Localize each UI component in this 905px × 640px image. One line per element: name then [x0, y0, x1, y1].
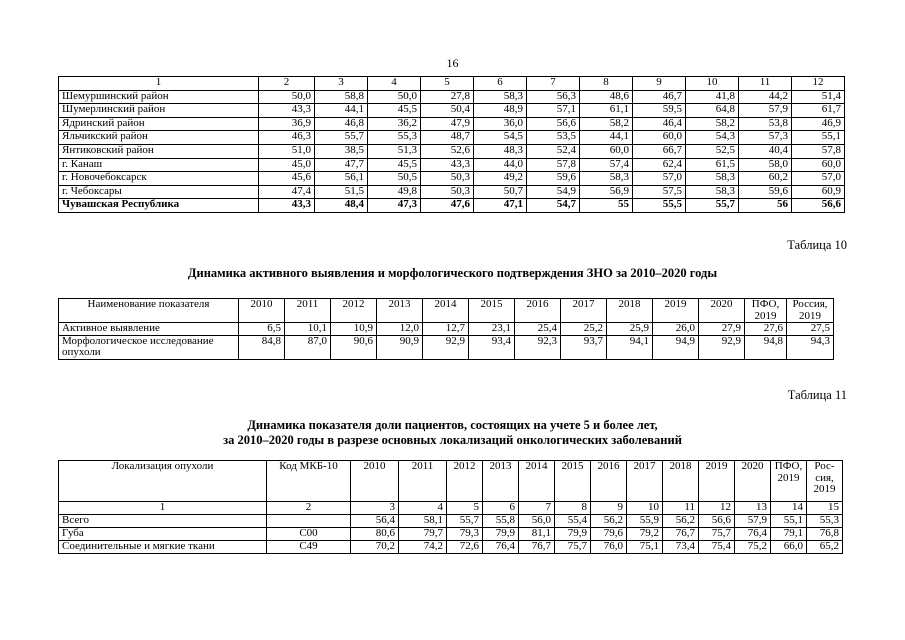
table-cell: 60,9: [792, 185, 845, 199]
column-number: 12: [792, 77, 845, 91]
table-cell: 56,6: [527, 117, 580, 131]
table-cell: 48,7: [421, 131, 474, 145]
column-header: 2017: [627, 461, 663, 502]
table-cell: 94,9: [653, 335, 699, 359]
table-cell: 54,3: [686, 131, 739, 145]
table-cell: 60,2: [739, 172, 792, 186]
table11-title-line2: за 2010–2020 годы в разрезе основных локализаций онкологических заболеваний: [223, 433, 682, 447]
table-cell: 56,3: [527, 90, 580, 104]
column-header: 2017: [561, 299, 607, 323]
table-cell: 58,3: [474, 90, 527, 104]
total-row: [59, 199, 845, 213]
column-number: 7: [519, 502, 555, 515]
column-number: 9: [591, 502, 627, 515]
table-cell: 52,4: [527, 144, 580, 158]
table-cell: 46,8: [315, 117, 368, 131]
table-cell: 40,4: [739, 144, 792, 158]
table-cell: 56,6: [792, 199, 845, 213]
table-cell: 55,3: [807, 515, 843, 528]
table-row: [59, 185, 845, 199]
table-cell: 50,0: [368, 90, 421, 104]
table-cell: 57,5: [633, 185, 686, 199]
table-cell: 46,9: [792, 117, 845, 131]
table-cell: 51,0: [259, 144, 315, 158]
table-cell: 36,9: [259, 117, 315, 131]
column-number: 15: [807, 502, 843, 515]
table-cell: 65,2: [807, 541, 843, 554]
table-cell: 47,9: [421, 117, 474, 131]
table-cell: 47,1: [474, 199, 527, 213]
table-cell: 51,5: [315, 185, 368, 199]
table-cell: 50,4: [421, 104, 474, 118]
table-cell: 55: [580, 199, 633, 213]
column-header: 2019: [699, 461, 735, 502]
table-cell: 55,8: [483, 515, 519, 528]
table-cell: 36,0: [474, 117, 527, 131]
table-cell: 36,2: [368, 117, 421, 131]
table-cell: 25,2: [561, 323, 607, 336]
table-cell: 47,6: [421, 199, 474, 213]
table-cell: 49,8: [368, 185, 421, 199]
table-cell: 94,1: [607, 335, 653, 359]
table-cell: 94,3: [787, 335, 834, 359]
column-header: 2020: [735, 461, 771, 502]
table-cell: 58,2: [686, 117, 739, 131]
table-cell: 47,3: [368, 199, 421, 213]
column-header: 2020: [699, 299, 745, 323]
table-cell: 53,8: [739, 117, 792, 131]
table-cell: 72,6: [447, 541, 483, 554]
table-cell: 56,4: [351, 515, 399, 528]
table-cell: 60,0: [580, 144, 633, 158]
table-cell: 47,7: [315, 158, 368, 172]
five-year-patients-table: [58, 460, 843, 554]
table-cell: С00: [267, 528, 351, 541]
table-cell: 57,9: [735, 515, 771, 528]
column-header: 2013: [377, 299, 423, 323]
table-cell: 60,0: [792, 158, 845, 172]
table-row: [59, 90, 845, 104]
column-number: 3: [315, 77, 368, 91]
column-number: 10: [627, 502, 663, 515]
table-row: [59, 158, 845, 172]
table-cell: 44,1: [315, 104, 368, 118]
table-cell: 26,0: [653, 323, 699, 336]
table-cell: 56,1: [315, 172, 368, 186]
table-cell: 27,8: [421, 90, 474, 104]
column-number: 11: [663, 502, 699, 515]
table-cell: 58,1: [399, 515, 447, 528]
table-cell: 87,0: [285, 335, 331, 359]
table-cell: 56,2: [591, 515, 627, 528]
table-cell: 50,3: [421, 172, 474, 186]
table-cell: 44,1: [580, 131, 633, 145]
table-cell: 55,7: [686, 199, 739, 213]
row-label: Соединительные и мягкие ткани: [59, 541, 267, 554]
column-header: 2016: [515, 299, 561, 323]
table-cell: 52,6: [421, 144, 474, 158]
row-label: Шемуршинский район: [59, 90, 259, 104]
table-row: [59, 515, 843, 528]
table-cell: 56,2: [663, 515, 699, 528]
row-label: Ядринский район: [59, 117, 259, 131]
table-cell: 57,0: [792, 172, 845, 186]
row-label: Активное выявление: [59, 323, 239, 336]
table-cell: 48,6: [580, 90, 633, 104]
column-header: Россия, 2019: [787, 299, 834, 323]
column-number: 5: [447, 502, 483, 515]
page-number: 16: [446, 56, 459, 70]
table-cell: 57,8: [527, 158, 580, 172]
table-cell: 48,4: [315, 199, 368, 213]
column-header: Рос-сия, 2019: [807, 461, 843, 502]
row-label: Шумерлинский район: [59, 104, 259, 118]
table-header-row: [59, 461, 843, 502]
table-cell: 59,6: [527, 172, 580, 186]
table-cell: 52,5: [686, 144, 739, 158]
table-cell: 54,5: [474, 131, 527, 145]
table-cell: 79,3: [447, 528, 483, 541]
column-header: 2010: [239, 299, 285, 323]
table-cell: 50,5: [368, 172, 421, 186]
column-number: 7: [527, 77, 580, 91]
table-row: [59, 323, 834, 336]
table-cell: 56,9: [580, 185, 633, 199]
table-cell: 58,3: [686, 185, 739, 199]
table-row: [59, 172, 845, 186]
table-cell: 58,3: [686, 172, 739, 186]
table-cell: 10,9: [331, 323, 377, 336]
table-cell: 55,1: [792, 131, 845, 145]
table-cell: 70,2: [351, 541, 399, 554]
row-label: г. Чебоксары: [59, 185, 259, 199]
table-cell: 58,2: [580, 117, 633, 131]
column-header: 2014: [519, 461, 555, 502]
column-header: Наименование показателя: [59, 299, 239, 323]
column-number: 11: [739, 77, 792, 91]
table-cell: 43,3: [259, 199, 315, 213]
table-cell: 57,3: [739, 131, 792, 145]
table10-caption: Таблица 10: [787, 238, 847, 252]
table-cell: 93,4: [469, 335, 515, 359]
column-header: 2014: [423, 299, 469, 323]
table-row: [59, 144, 845, 158]
table-cell: 55,1: [771, 515, 807, 528]
table-cell: 75,7: [555, 541, 591, 554]
table-row: [59, 117, 845, 131]
table-cell: 80,6: [351, 528, 399, 541]
table-cell: 59,6: [739, 185, 792, 199]
table-cell: 75,4: [699, 541, 735, 554]
table-cell: 41,8: [686, 90, 739, 104]
table-cell: 57,0: [633, 172, 686, 186]
table-cell: 56,6: [699, 515, 735, 528]
table-cell: 10,1: [285, 323, 331, 336]
table-cell: 75,1: [627, 541, 663, 554]
table-cell: 56,0: [519, 515, 555, 528]
table-row: [59, 528, 843, 541]
table-cell: 62,4: [633, 158, 686, 172]
row-label: Янтиковский район: [59, 144, 259, 158]
column-number: 1: [59, 502, 267, 515]
column-number: 2: [267, 502, 351, 515]
table-cell: 43,3: [259, 104, 315, 118]
table-cell: [267, 515, 351, 528]
table-cell: 75,7: [699, 528, 735, 541]
table-row: [59, 104, 845, 118]
table-cell: 60,0: [633, 131, 686, 145]
column-header: 2015: [469, 299, 515, 323]
column-number: 8: [580, 77, 633, 91]
table11-title-line1: Динамика показателя доли пациентов, состоящих на учете 5 и более лет,: [247, 418, 658, 432]
table-cell: 79,7: [399, 528, 447, 541]
table-cell: 44,0: [474, 158, 527, 172]
table-cell: 76,8: [807, 528, 843, 541]
table-cell: 76,4: [735, 528, 771, 541]
table-cell: 45,5: [368, 158, 421, 172]
row-label: Всего: [59, 515, 267, 528]
table-cell: 45,0: [259, 158, 315, 172]
column-header: 2010: [351, 461, 399, 502]
table-cell: 55,9: [627, 515, 663, 528]
table-cell: 79,9: [555, 528, 591, 541]
table-cell: 23,1: [469, 323, 515, 336]
table-cell: 12,7: [423, 323, 469, 336]
table-cell: 55,7: [315, 131, 368, 145]
table-cell: 46,7: [633, 90, 686, 104]
table-row: [59, 131, 845, 145]
table-cell: 94,8: [745, 335, 787, 359]
table-cell: 48,3: [474, 144, 527, 158]
active-detection-table: [58, 298, 834, 360]
row-label: Морфологическое исследование опухоли: [59, 335, 239, 359]
table-cell: 45,6: [259, 172, 315, 186]
table-cell: 46,4: [633, 117, 686, 131]
table-cell: 56: [739, 199, 792, 213]
table-cell: 6,5: [239, 323, 285, 336]
column-header: 2012: [447, 461, 483, 502]
table-cell: 79,2: [627, 528, 663, 541]
column-number: 6: [483, 502, 519, 515]
table-cell: 55,3: [368, 131, 421, 145]
table-cell: 73,4: [663, 541, 699, 554]
table-cell: 55,4: [555, 515, 591, 528]
column-number: 4: [368, 77, 421, 91]
column-header: 2016: [591, 461, 627, 502]
table-cell: 76,7: [663, 528, 699, 541]
column-header: 2011: [399, 461, 447, 502]
column-number: 1: [59, 77, 259, 91]
column-header: ПФО, 2019: [771, 461, 807, 502]
table-cell: 79,9: [483, 528, 519, 541]
table-cell: 76,7: [519, 541, 555, 554]
table-cell: 92,9: [699, 335, 745, 359]
table-cell: С49: [267, 541, 351, 554]
table-cell: 92,9: [423, 335, 469, 359]
table-cell: 45,5: [368, 104, 421, 118]
column-number: 9: [633, 77, 686, 91]
table-cell: 54,7: [527, 199, 580, 213]
column-header: Локализация опухоли: [59, 461, 267, 502]
table-cell: 84,8: [239, 335, 285, 359]
row-label: Яльчикский район: [59, 131, 259, 145]
table-cell: 57,8: [792, 144, 845, 158]
table-cell: 43,3: [421, 158, 474, 172]
column-number: 4: [399, 502, 447, 515]
column-header: ПФО, 2019: [745, 299, 787, 323]
column-header: 2018: [607, 299, 653, 323]
table-cell: 76,0: [591, 541, 627, 554]
table-cell: 46,3: [259, 131, 315, 145]
table-header-row: [59, 299, 834, 323]
table-cell: 66,7: [633, 144, 686, 158]
table-cell: 90,9: [377, 335, 423, 359]
table-cell: 27,9: [699, 323, 745, 336]
table-cell: 93,7: [561, 335, 607, 359]
row-label: г. Канаш: [59, 158, 259, 172]
table-cell: 61,1: [580, 104, 633, 118]
table-cell: 59,5: [633, 104, 686, 118]
table-cell: 74,2: [399, 541, 447, 554]
table-cell: 50,7: [474, 185, 527, 199]
table-cell: 51,4: [792, 90, 845, 104]
table-cell: 50,3: [421, 185, 474, 199]
table-cell: 49,2: [474, 172, 527, 186]
table-cell: 55,5: [633, 199, 686, 213]
row-label: Губа: [59, 528, 267, 541]
table-cell: 38,5: [315, 144, 368, 158]
table-cell: 25,4: [515, 323, 561, 336]
column-number: 14: [771, 502, 807, 515]
column-number: 6: [474, 77, 527, 91]
column-header: 2019: [653, 299, 699, 323]
column-number: 5: [421, 77, 474, 91]
table-cell: 79,6: [591, 528, 627, 541]
table-cell: 44,2: [739, 90, 792, 104]
column-header: 2015: [555, 461, 591, 502]
table-cell: 12,0: [377, 323, 423, 336]
column-number-row: [59, 502, 843, 515]
table-cell: 57,1: [527, 104, 580, 118]
table-cell: 54,9: [527, 185, 580, 199]
column-number: 13: [735, 502, 771, 515]
table11-caption: Таблица 11: [787, 388, 847, 402]
table-cell: 58,3: [580, 172, 633, 186]
table-cell: 61,5: [686, 158, 739, 172]
column-number: 2: [259, 77, 315, 91]
table-cell: 25,9: [607, 323, 653, 336]
table-cell: 81,1: [519, 528, 555, 541]
table-cell: 57,9: [739, 104, 792, 118]
districts-table: [58, 76, 845, 213]
row-label: г. Новочебоксарск: [59, 172, 259, 186]
column-header: 2011: [285, 299, 331, 323]
table-row: [59, 335, 834, 359]
table-cell: 27,6: [745, 323, 787, 336]
column-number: 8: [555, 502, 591, 515]
table-cell: 57,4: [580, 158, 633, 172]
column-number: 10: [686, 77, 739, 91]
table-row: [59, 541, 843, 554]
table-cell: 48,9: [474, 104, 527, 118]
table-cell: 58,8: [315, 90, 368, 104]
column-header: Код МКБ-10: [267, 461, 351, 502]
table-cell: 51,3: [368, 144, 421, 158]
table-cell: 61,7: [792, 104, 845, 118]
table-cell: 64,8: [686, 104, 739, 118]
table-cell: 79,1: [771, 528, 807, 541]
table-cell: 76,4: [483, 541, 519, 554]
table10-title: Динамика активного выявления и морфологического подтверждения ЗНО за 2010–2020 годы: [187, 266, 718, 280]
table-cell: 92,3: [515, 335, 561, 359]
table-cell: 58,0: [739, 158, 792, 172]
column-header: 2012: [331, 299, 377, 323]
table-cell: 27,5: [787, 323, 834, 336]
row-label: Чувашская Республика: [59, 199, 259, 213]
table-cell: 75,2: [735, 541, 771, 554]
table-cell: 66,0: [771, 541, 807, 554]
column-header: 2013: [483, 461, 519, 502]
table-cell: 90,6: [331, 335, 377, 359]
table-cell: 50,0: [259, 90, 315, 104]
table-header-row: [59, 77, 845, 91]
column-number: 3: [351, 502, 399, 515]
column-number: 12: [699, 502, 735, 515]
table-cell: 53,5: [527, 131, 580, 145]
table-cell: 55,7: [447, 515, 483, 528]
table-cell: 47,4: [259, 185, 315, 199]
column-header: 2018: [663, 461, 699, 502]
